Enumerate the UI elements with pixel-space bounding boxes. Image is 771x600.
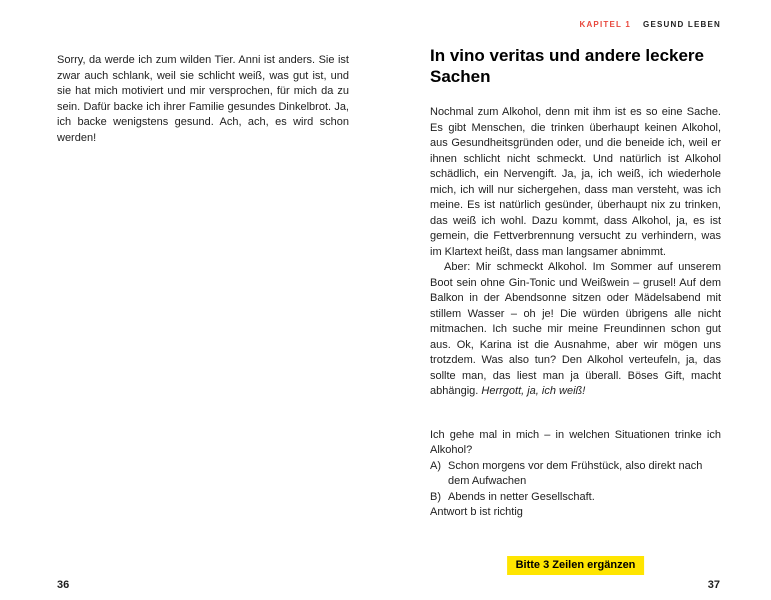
note-box: Bitte 3 Zeilen ergänzen	[507, 556, 645, 575]
paragraph-2-italic: Herrgott, ja, ich weiß!	[481, 385, 586, 397]
right-page-number: 37	[707, 579, 720, 591]
chapter-label: KAPITEL 1	[579, 20, 632, 29]
left-page-paragraph: Sorry, da werde ich zum wilden Tier. Anni ist anders. Sie ist zwar auch schlank, weil sie schlicht weiß, was gut ist, und sie hat mich motiviert und mir versprochen, für mich da zu sein. Dafür backe ich ihrer Familie gesundes Dinkelbrot. Ja, ich backe wenigstens gesund. Ach, ach, es wird schon werden!	[57, 54, 349, 144]
paragraph-1: Nochmal zum Alkohol, denn mit ihm ist es so eine Sache. Es gibt Menschen, die trinken überhaupt keinen Alkohol, aus Gesundheitsgründen oder, und die beneide ich, weil er ihnen schlicht nicht schmeckt. Und natürlich ist Alkohol schädlich, ein Nervengift. Ja, ja, ich weiß, ich wiederhole mich, ich will nur sichergehen, dass man versteht, was ich meine. Es ist natürlich gesünder, überhaupt nix zu trinken, das weiß ich wohl. Dazu kommt, dass Alkohol, ja, es ist gemein, die Fettverbrennung versucht zu verhindern, was im Klartext heißt, dass man langsamer abnimmt.	[430, 106, 721, 258]
option-b-label: B)	[430, 490, 441, 503]
option-b-text: Abends in netter Gesellschaft.	[448, 490, 595, 503]
question-intro: Ich gehe mal in mich – in welchen Situationen trinke ich Alkohol?	[430, 428, 721, 456]
chapter-title: In vino veritas und andere leckere Sachen	[430, 46, 705, 86]
left-page-number: 36	[57, 579, 70, 591]
section-label: GESUND LEBEN	[643, 20, 721, 29]
paragraph-2	[430, 260, 721, 400]
left-page-text-block	[57, 53, 349, 146]
paragraph-2-normal: Aber: Mir schmeckt Alkohol. Im Sommer auf unserem Boot sein ohne Gin-Tonic und Weißwein – grusel! Auf dem Balkon in der Abendsonne sitzen oder Mädelsabend mit stillem Wasser – oh je! Die würden übrigens alle nicht mitmachen. Ich suche mir meine Freundinnen schon gut aus. Ok, Karina ist die Ausnahme, aber wir mögen uns trotzdem. Was also tun? Den Alkohol verteufeln, ja, das sollte man, das liest man ja überall. Böses Gift, macht abhängig.	[430, 261, 721, 397]
option-a-text: Schon morgens vor dem Frühstück, also direkt nach dem Aufwachen	[448, 459, 703, 487]
right-page	[430, 20, 721, 595]
option-b	[430, 490, 721, 506]
option-a-label: A)	[430, 459, 441, 472]
question-block	[430, 428, 721, 521]
option-a	[430, 459, 721, 490]
answer-text: Antwort b ist richtig	[430, 506, 523, 518]
running-header	[430, 20, 721, 29]
left-page	[57, 20, 349, 595]
